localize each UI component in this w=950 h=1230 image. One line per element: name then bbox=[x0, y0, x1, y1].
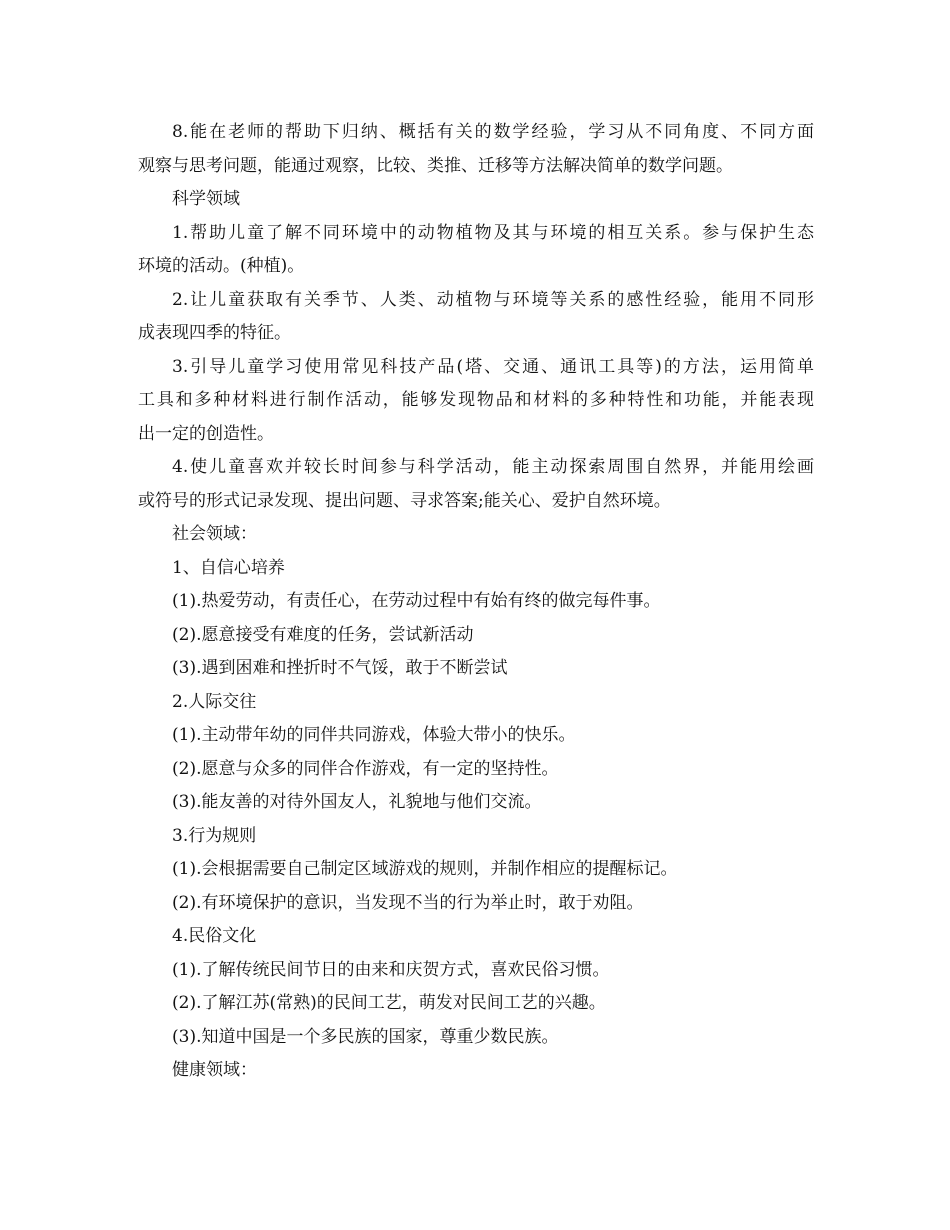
text-line: 成表现四季的特征。 bbox=[138, 323, 291, 343]
text-line: (1).了解传统民间节日的由来和庆贺方式，喜欢民俗习惯。 bbox=[172, 959, 610, 980]
text-line: (2).有环境保护的意识，当发现不当的行为举止时，敢于劝阻。 bbox=[172, 892, 644, 913]
text-line: 4.民俗文化 bbox=[172, 926, 257, 946]
text-line: 8.能在老师的帮助下归纳、概括有关的数学经验，学习从不同角度、不同方面 bbox=[172, 122, 814, 142]
text-line: (3).遇到困难和挫折时不气馁，敢于不断尝试 bbox=[172, 658, 508, 678]
document-body bbox=[138, 116, 814, 1088]
text-line: 1、自信心培养 bbox=[172, 557, 285, 578]
text-line: (1).会根据需要自己制定区域游戏的规则，并制作相应的提醒标记。 bbox=[172, 859, 678, 879]
text-line: 4.使儿童喜欢并较长时间参与科学活动，能主动探索周围自然界，并能用绘画 bbox=[172, 457, 814, 477]
text-line: 工具和多种材料进行制作活动，能够发现物品和材料的多种特性和功能，并能表现 bbox=[138, 390, 814, 410]
text-line: 健康领域： bbox=[172, 1060, 257, 1080]
text-line: 3.行为规则 bbox=[172, 825, 257, 846]
text-line: 2.让儿童获取有关季节、人类、动植物与环境等关系的感性经验，能用不同形 bbox=[172, 289, 814, 310]
text-line: (1).热爱劳动，有责任心，在劳动过程中有始有终的做完每件事。 bbox=[172, 591, 661, 611]
text-line: 3.引导儿童学习使用常见科技产品(塔、交通、通讯工具等)的方法，运用简单 bbox=[172, 356, 814, 377]
text-line: 出一定的创造性。 bbox=[138, 423, 274, 444]
text-line: (2).了解江苏(常熟)的民间工艺，萌发对民间工艺的兴趣。 bbox=[172, 993, 606, 1013]
text-line: 2.人际交往 bbox=[172, 691, 257, 712]
text-line: 或符号的形式记录发现、提出问题、寻求答案;能关心、爱护自然环境。 bbox=[138, 490, 671, 511]
text-line: (2).愿意与众多的同伴合作游戏，有一定的坚持性。 bbox=[172, 758, 559, 779]
text-line: (3).能友善的对待外国友人，礼貌地与他们交流。 bbox=[172, 792, 542, 812]
text-line: 科学领域 bbox=[172, 189, 240, 209]
text-line: 环境的活动。(种植)。 bbox=[138, 256, 305, 276]
text-line: 社会领域： bbox=[172, 524, 257, 544]
text-line: 观察与思考问题，能通过观察，比较、类推、迁移等方法解决简单的数学问题。 bbox=[138, 155, 733, 176]
text-line: (2).愿意接受有难度的任务，尝试新活动 bbox=[172, 624, 474, 645]
text-line: 1.帮助儿童了解不同环境中的动物植物及其与环境的相互关系。参与保护生态 bbox=[172, 222, 814, 243]
text-line: (1).主动带年幼的同伴共同游戏，体验大带小的快乐。 bbox=[172, 725, 576, 745]
text-line: (3).知道中国是一个多民族的国家，尊重少数民族。 bbox=[172, 1026, 559, 1047]
